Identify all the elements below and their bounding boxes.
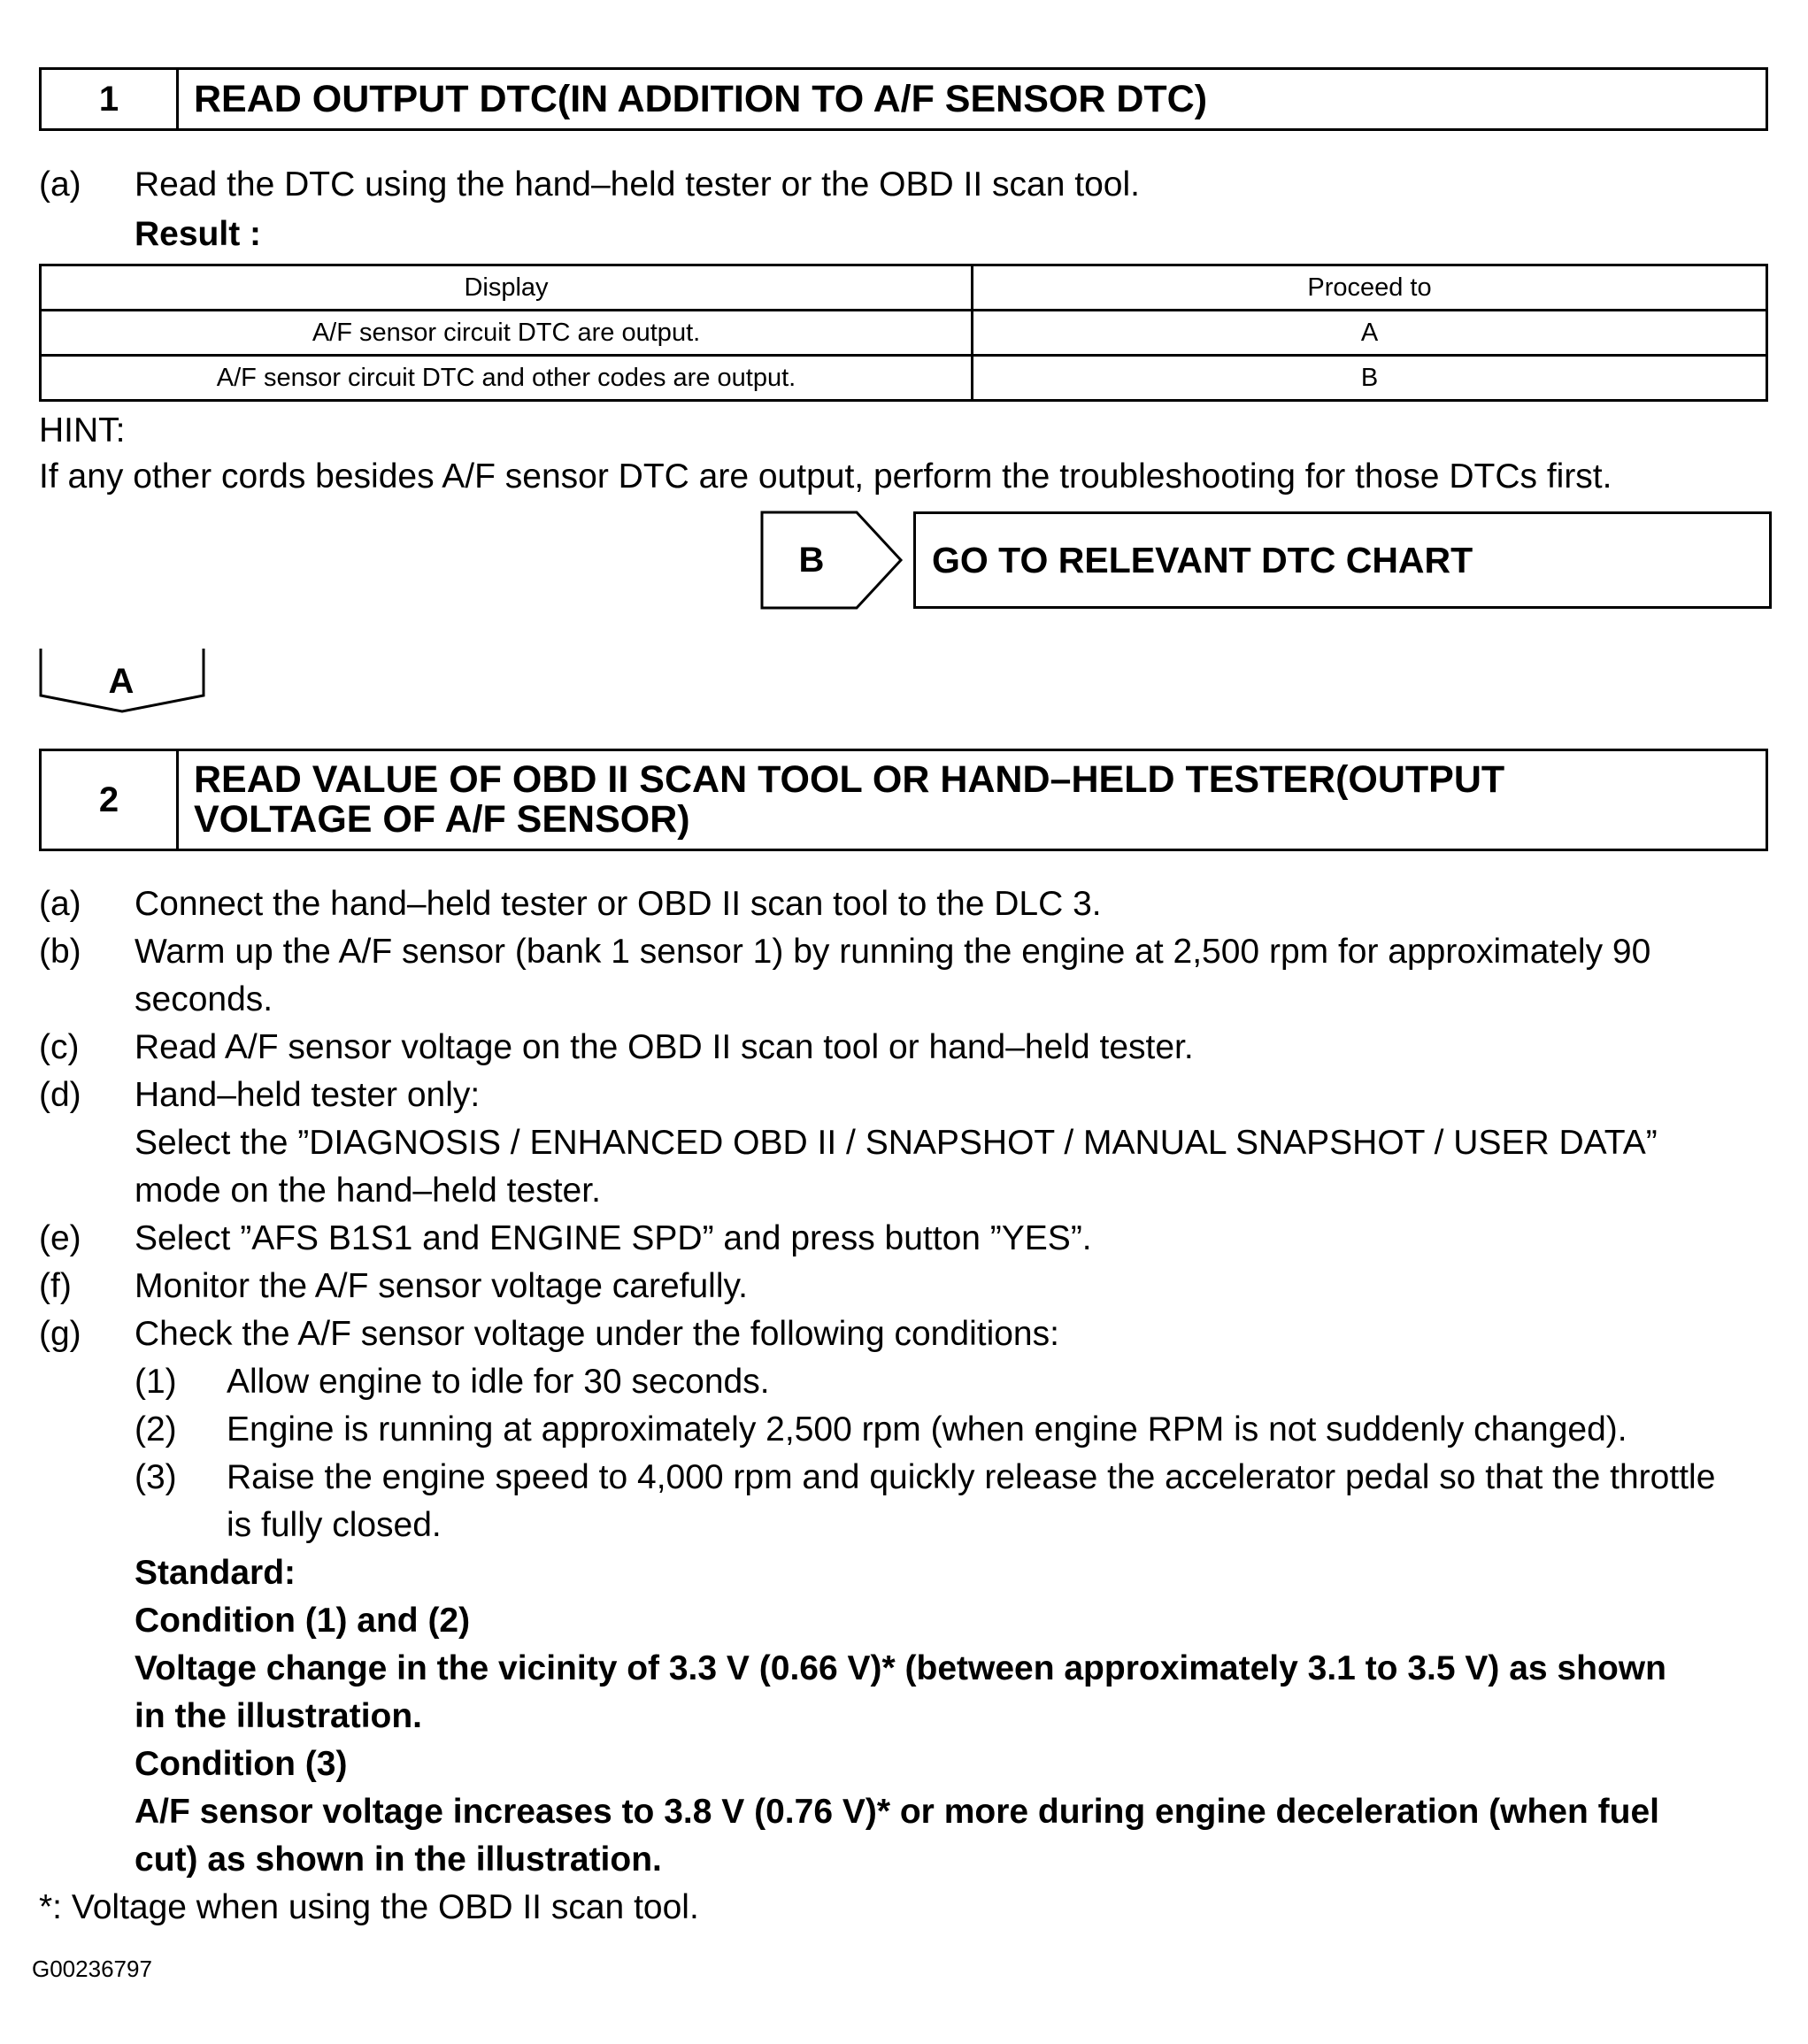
item-text: Connect the hand–held tester or OBD II scan tool to the DLC 3. (135, 885, 1102, 923)
branch-a-label: A (108, 662, 135, 701)
standard-label: Standard: (135, 1554, 296, 1592)
item-text: Monitor the A/F sensor voltage carefully. (135, 1267, 748, 1305)
hint-text: If any other cords besides A/F sensor DTC are output, perform the troubleshooting for those DTCs first. (39, 457, 1612, 496)
result-label: Result : (135, 215, 262, 253)
item-marker: (c) (39, 1028, 80, 1066)
item-marker: (a) (39, 885, 81, 923)
condition-marker: (1) (135, 1363, 177, 1401)
footnote: *: Voltage when using the OBD II scan tool. (39, 1888, 699, 1926)
item-text: Read A/F sensor voltage on the OBD II scan tool or hand–held tester. (135, 1028, 1194, 1066)
item-marker: (e) (39, 1219, 81, 1257)
step-2-header (39, 749, 1768, 851)
standard-line: in the illustration. (135, 1697, 423, 1735)
table-header-proceed: Proceed to (973, 265, 1767, 311)
table-row (41, 356, 1767, 401)
item-marker: (d) (39, 1076, 81, 1114)
table-cell-display: A/F sensor circuit DTC are output. (41, 311, 973, 356)
item-text: mode on the hand–held tester. (135, 1172, 601, 1210)
item-text: Select the ”DIAGNOSIS / ENHANCED OBD II / SNAPSHOT / MANUAL SNAPSHOT / USER DATA” (135, 1124, 1658, 1162)
condition-marker: (2) (135, 1410, 177, 1448)
condition-text: Allow engine to idle for 30 seconds. (227, 1363, 770, 1401)
item-text: Hand–held tester only: (135, 1076, 481, 1114)
item-text: Select ”AFS B1S1 and ENGINE SPD” and press button ”YES”. (135, 1219, 1092, 1257)
standard-line: cut) as shown in the illustration. (135, 1840, 662, 1879)
item-marker: (f) (39, 1267, 72, 1305)
step-2-title-line: READ VALUE OF OBD II SCAN TOOL OR HAND–HELD TESTER(OUTPUT (194, 758, 1505, 801)
step-1-item-a-marker: (a) (39, 165, 81, 204)
step-1-title: READ OUTPUT DTC(IN ADDITION TO A/F SENSOR DTC) (194, 77, 1208, 120)
step-2-title-line: VOLTAGE OF A/F SENSOR) (194, 798, 690, 841)
step-2-title (194, 751, 1751, 849)
item-marker: (g) (39, 1315, 81, 1353)
item-text: Check the A/F sensor voltage under the following conditions: (135, 1315, 1059, 1353)
condition-marker: (3) (135, 1458, 177, 1496)
table-cell-proceed: B (973, 356, 1767, 401)
go-to-dtc-chart-text: GO TO RELEVANT DTC CHART (932, 539, 1473, 580)
result-table (39, 264, 1768, 402)
item-text: seconds. (135, 980, 273, 1018)
standard-line: Voltage change in the vicinity of 3.3 V (0.66 V)* (between approximately 3.1 to 3.5 V) as shown (135, 1649, 1666, 1687)
standard-line: A/F sensor voltage increases to 3.8 V (0.76 V)* or more during engine deceleration (when fuel (135, 1793, 1659, 1831)
step-1-number: 1 (42, 70, 179, 128)
branch-b-label: B (798, 541, 825, 580)
condition-text: is fully closed. (227, 1506, 442, 1544)
hint-label: HINT: (39, 411, 126, 450)
table-header-display: Display (41, 265, 973, 311)
step-2-number: 2 (42, 751, 179, 849)
table-row (41, 311, 1767, 356)
table-cell-display: A/F sensor circuit DTC and other codes are output. (41, 356, 973, 401)
table-cell-proceed: A (973, 311, 1767, 356)
condition-text: Engine is running at approximately 2,500 rpm (when engine RPM is not suddenly changed). (227, 1410, 1627, 1448)
item-marker: (b) (39, 933, 81, 971)
step-1-item-a-text: Read the DTC using the hand–held tester or the OBD II scan tool. (135, 165, 1140, 204)
standard-line: Condition (1) and (2) (135, 1602, 471, 1640)
item-text: Warm up the A/F sensor (bank 1 sensor 1) by running the engine at 2,500 rpm for approximately 90 (135, 933, 1651, 971)
standard-line: Condition (3) (135, 1745, 348, 1783)
condition-text: Raise the engine speed to 4,000 rpm and quickly release the accelerator pedal so that the throttle (227, 1458, 1716, 1496)
step-1-header (39, 67, 1768, 131)
table-header-row (41, 265, 1767, 311)
go-to-dtc-chart-box (913, 511, 1772, 609)
figure-id: G00236797 (32, 1956, 152, 1982)
